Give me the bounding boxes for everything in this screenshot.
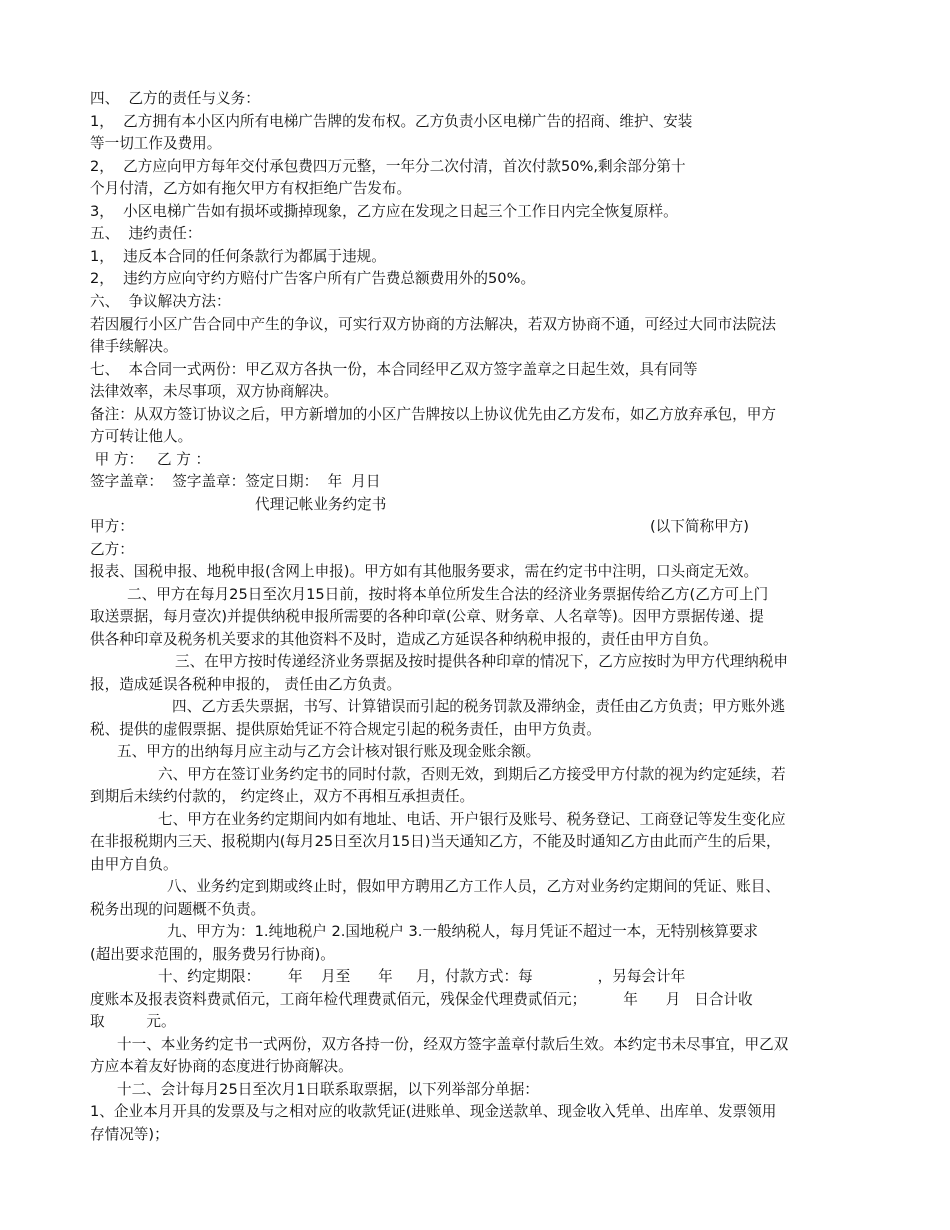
clause-4-1-cont: 等一切工作及费用。 <box>90 135 222 152</box>
clause-6: 六、甲方在签订业务约定书的同时付款，否则无效，到期后乙方接受甲方付款的视为约定延续，若 <box>158 766 786 783</box>
clause-9-cont: (超出要求范围的，服务费另行协商)。 <box>90 946 335 963</box>
clause-9: 九、甲方为：1.纯地税户 2.国地税户 3.一般纳税人，每月凭证不超过一本，无特别核算要求 <box>167 923 759 940</box>
remark-text-cont: 方可转让他人。 <box>90 428 193 445</box>
dispute-text: 若因履行小区广告合同中产生的争议，可实行双方协商的方法解决，若双方协商不通，可经过大同市法院法 <box>90 316 776 333</box>
clause-11-cont: 方应本着友好协商的态度进行协商解决。 <box>90 1058 353 1075</box>
party-b-label: 乙方： <box>90 541 134 558</box>
clause-10: 十、约定期限： 年 月至 年 月，付款方式：每 ，另每会计年 <box>158 968 686 985</box>
clause-12: 十二、会计每月25日至次月1日联系取票据，以下列举部分单据： <box>117 1081 539 1098</box>
clause-12-item-1: 1、企业本月开具的发票及与之相对应的收款凭证(进账单、现金送款单、现金收入凭单、出库单、发票领用 <box>90 1103 777 1120</box>
section-7-text-cont: 法律效率，未尽事项，双方协商解决。 <box>90 383 339 400</box>
clause-7-cont2: 由甲方自负。 <box>90 856 178 873</box>
party-a-note: (以下简称甲方) <box>650 518 749 535</box>
clause-2-cont: 取送票据，每月壹次)并提供纳税申报所需要的各种印章(公章、财务章、人名章等)。因甲方票据传递、提 <box>90 608 764 625</box>
clause-5: 五、甲方的出纳每月应主动与乙方会计核对银行账及现金账余额。 <box>117 743 541 760</box>
clause-12-item-1-cont: 存情况等)； <box>90 1126 169 1143</box>
clause-4-1: 1， 乙方拥有本小区内所有电梯广告牌的发布权。乙方负责小区电梯广告的招商、维护、安装 <box>90 113 693 130</box>
clause-7: 七、甲方在业务约定期间内如有地址、电话、开户银行及账号、税务登记、工商登记等发生变化应 <box>158 811 786 828</box>
dispute-text-cont: 律手续解决。 <box>90 338 178 355</box>
remark-text: 备注：从双方签订协议之后，甲方新增加的小区广告牌按以上协议优先由乙方发布，如乙方放弃承包，甲方 <box>90 406 776 423</box>
clause-3-cont: 报，造成延误各税种申报的， 责任由乙方负责。 <box>90 676 402 693</box>
clause-8-cont: 税务出现的问题概不负责。 <box>90 901 266 918</box>
clause-4-2: 2， 乙方应向甲方每年交付承包费四万元整，一年分二次付清，首次付款50%,剩余部分第十 <box>90 158 686 175</box>
clause-3: 三、在甲方按时传递经济业务票据及按时提供各种印章的情况下，乙方应按时为甲方代理纳税申 <box>175 653 788 670</box>
clause-4: 四、乙方丢失票据，书写、计算错误而引起的税务罚款及滞纳金，责任由乙方负责；甲方账外逃 <box>172 698 785 715</box>
clause-4-3: 3， 小区电梯广告如有损坏或撕掉现象，乙方应在发现之日起三个工作日内完全恢复原样。 <box>90 203 678 220</box>
clause-2: 二、甲方在每月25日至次月15日前，按时将本单位所发生合法的经济业务票据传给乙方(乙方可上门 <box>127 586 769 603</box>
clause-6-cont: 到期后未续约付款的， 约定终止，双方不再相互承担责任。 <box>90 788 475 805</box>
clause-5-1: 1， 违反本合同的任何条款行为都属于违规。 <box>90 248 386 265</box>
clause-4-2-cont: 个月付清，乙方如有拖欠甲方有权拒绝广告发布。 <box>90 180 412 197</box>
clause-11: 十一、本业务约定书一式两份，双方各持一份，经双方签字盖章付款后生效。本约定书未尽事宜，甲乙双 <box>117 1036 789 1053</box>
section-7-text: 七、 本合同一式两份：甲乙双方各执一份，本合同经甲乙双方签字盖章之日起生效，具有同等 <box>90 361 698 378</box>
clause-10-cont2: 取 元。 <box>90 1013 176 1030</box>
doc-title: 代理记帐业务约定书 <box>255 496 387 513</box>
clause-10-cont: 度账本及报表资料费贰佰元，工商年检代理费贰佰元，残保金代理费贰佰元； 年 月 日合计收 <box>90 991 753 1008</box>
signature-line: 签字盖章： 签字盖章：签定日期： 年 月日 <box>90 473 381 490</box>
section-6-heading: 六、 争议解决方法： <box>90 293 231 310</box>
section-5-heading: 五、 违约责任： <box>90 225 202 242</box>
clause-8: 八、业务约定到期或终止时，假如甲方聘用乙方工作人员，乙方对业务约定期间的凭证、账目、 <box>167 878 780 895</box>
party-labels: 甲 方： 乙 方 ： <box>90 451 211 468</box>
clause-5-2: 2， 违约方应向守约方赔付广告客户所有广告费总额费用外的50%。 <box>90 270 536 287</box>
clause-2-cont2: 供各种印章及税务机关要求的其他资料不及时，造成乙方延误各种纳税申报的，责任由甲方自负。 <box>90 631 718 648</box>
section-4-heading: 四、 乙方的责任与义务： <box>90 90 260 107</box>
clause-7-cont: 在非报税期内三天、报税期内(每月25日至次月15日)当天通知乙方，不能及时通知乙方由此而产生的后果， <box>90 833 781 850</box>
clause-1-tail: 报表、国税申报、地税申报(含网上申报)。甲方如有其他服务要求，需在约定书中注明，口头商定无效。 <box>90 563 759 580</box>
party-a-label: 甲方： <box>90 518 134 535</box>
clause-4-cont: 税、提供的虚假票据、提供原始凭证不符合规定引起的税务责任，由甲方负责。 <box>90 721 601 738</box>
